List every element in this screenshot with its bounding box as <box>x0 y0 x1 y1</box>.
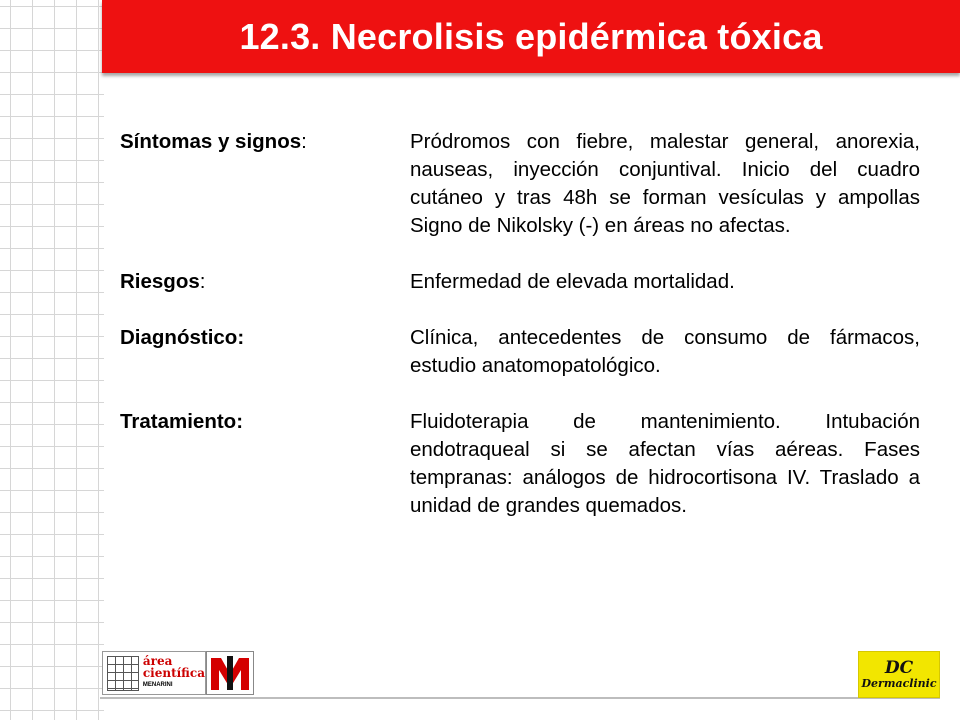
section-label <box>120 324 410 380</box>
section-text: Enfermedad de elevada mortalidad. <box>410 270 735 293</box>
section-label-suffix: : <box>301 130 307 153</box>
section-sintomas <box>120 128 920 240</box>
content-body <box>120 128 920 548</box>
section-label <box>120 128 410 240</box>
m-logo-icon <box>207 652 253 694</box>
logo-word-cientifica: científica <box>142 666 205 680</box>
section-label-bold: Riesgos <box>120 270 200 293</box>
section-tratamiento <box>120 408 920 520</box>
decorative-grid <box>0 0 104 720</box>
area-cientifica-logo <box>102 651 206 695</box>
dc-mark: DC <box>884 657 914 678</box>
section-diagnostico <box>120 324 920 380</box>
footer-divider <box>100 697 940 699</box>
slide-title: 12.3. Necrolisis epidérmica tóxica <box>239 15 823 57</box>
section-text: Fluidoterapia de mantenimiento. Intubación endotraqueal si se afectan vías aéreas. Fases tempranas: análogos de hidrocortisona IV. Traslado a unidad de grandes quemados. <box>410 410 920 517</box>
section-label-bold: Síntomas y signos <box>120 130 302 153</box>
title-bar <box>102 0 960 73</box>
section-text: Clínica, antecedentes de consumo de fármacos, estudio anatomopatológico. <box>410 326 920 377</box>
logo-word-menarini: MENARINI <box>142 682 173 688</box>
dermaclinic-logo <box>858 651 940 698</box>
menarini-m-logo <box>206 651 254 695</box>
section-label-bold: Tratamiento: <box>120 410 244 433</box>
logo-grid-icon <box>107 656 139 691</box>
section-label <box>120 268 410 296</box>
dc-name: Dermaclinic <box>861 676 937 690</box>
section-riesgos <box>120 268 920 296</box>
section-label-bold: Diagnóstico: <box>120 326 245 349</box>
logo-word-area: área <box>142 654 173 668</box>
section-label-suffix: : <box>199 270 206 293</box>
section-label <box>120 408 410 520</box>
logo-words <box>143 655 205 691</box>
section-text: Pródromos con fiebre, malestar general, anorexia, nauseas, inyección conjuntival. Inicio del cuadro cutáneo y tras 48h se forman vesículas y ampollas Signo de Nikolsky (-) en áreas no afectas. <box>410 130 920 237</box>
